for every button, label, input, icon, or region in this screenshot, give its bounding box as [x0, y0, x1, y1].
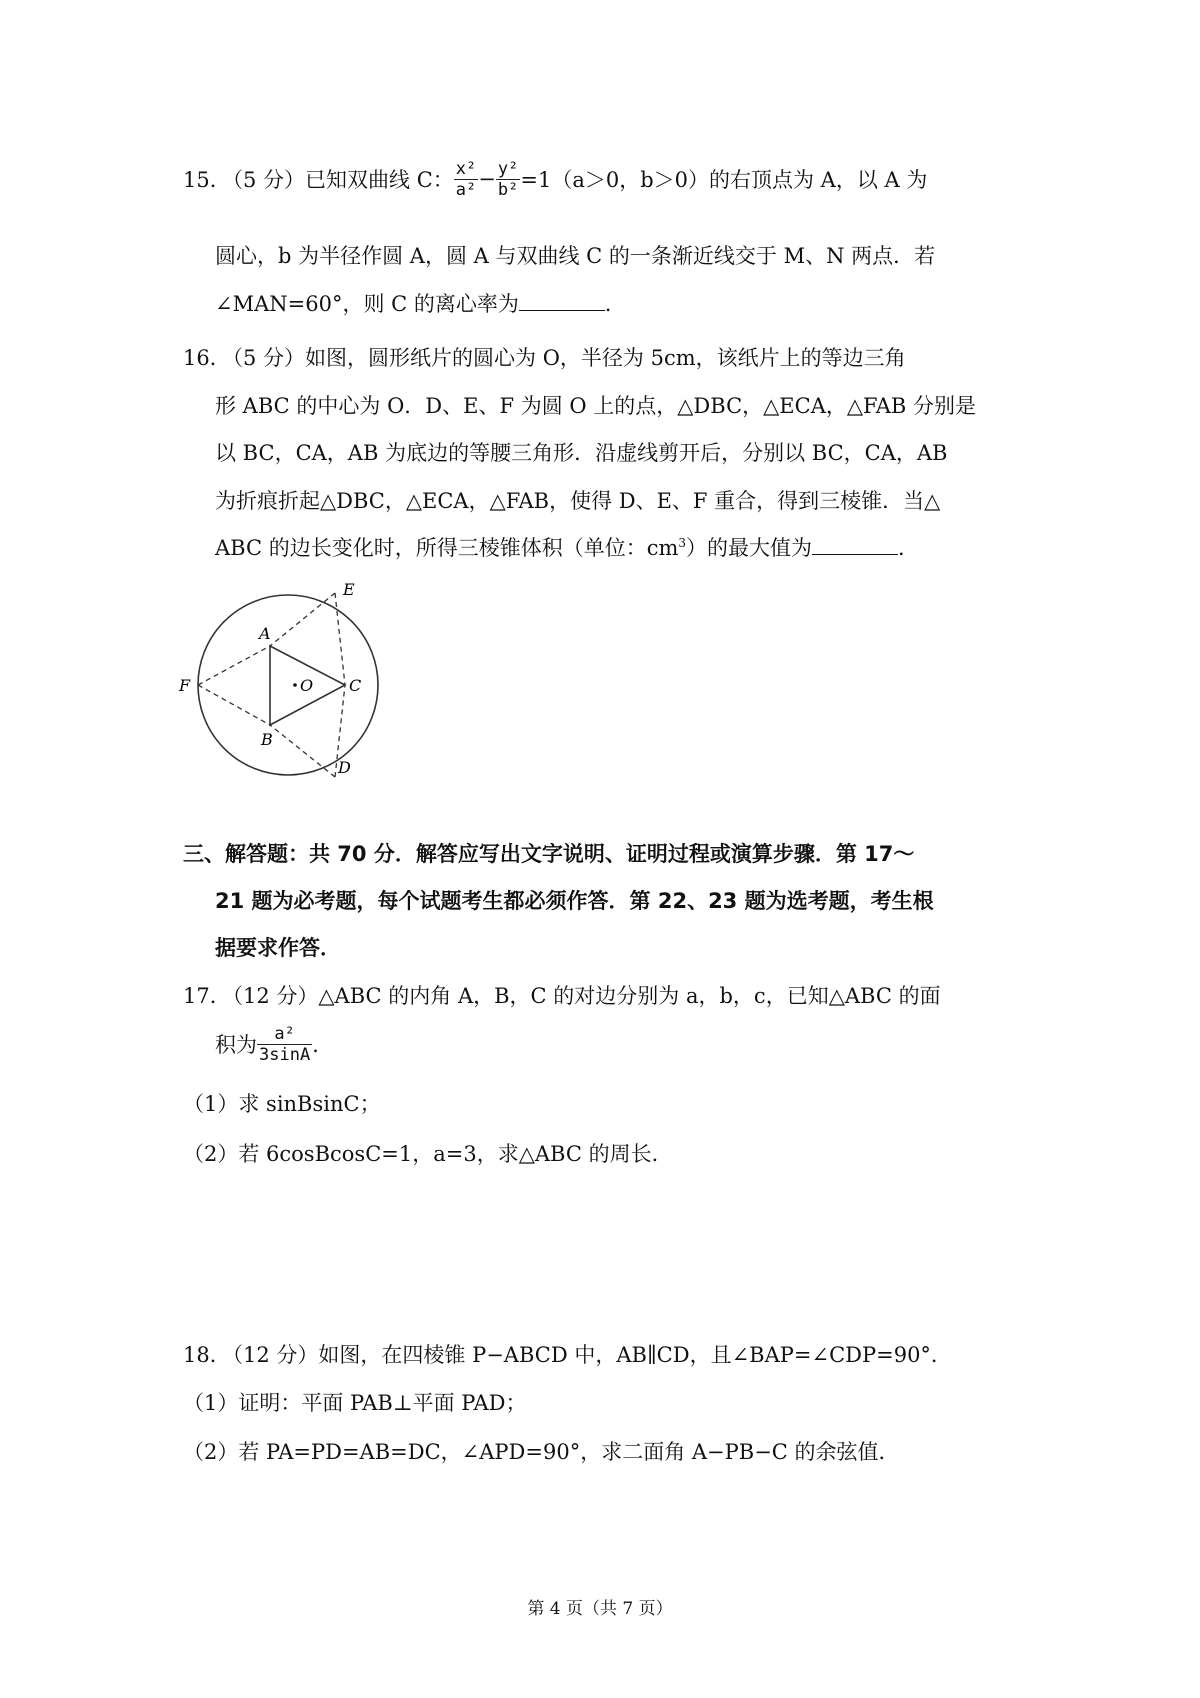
label-e: E	[343, 580, 355, 599]
q17-part2: （2）若 6cosBcosC=1，a=3，求△ABC 的周长．	[183, 1142, 673, 1166]
page-footer: 第 4 页（共 7 页）	[527, 1599, 673, 1619]
q16-answer-blank	[812, 534, 898, 555]
label-b: B	[261, 730, 273, 749]
label-o: O	[300, 676, 314, 695]
q16-line1: （5 分）如图，圆形纸片的圆心为 O，半径为 5cm，该纸片上的等边三角	[222, 346, 906, 370]
label-a: A	[259, 624, 271, 643]
q16-line5: ABC 的边长变化时，所得三棱锥体积（单位：$cm^3$）的最大值为 ．	[215, 536, 920, 560]
dashed-line-fb	[198, 685, 270, 725]
q15-answer-blank	[519, 290, 605, 311]
q16-line2: 形 ABC 的中心为 O．D、E、F 为圆 O 上的点，△DBC，△ECA，△FAB 分别是	[215, 394, 977, 418]
label-f: F	[179, 676, 191, 695]
center-point-o	[293, 683, 297, 687]
q18-part1: （1）证明：平面 PAB⊥平面 PAD；	[183, 1391, 527, 1415]
q15-fraction-x: $\frac{\text{x²}}{\text{a²}}$	[455, 158, 477, 200]
dashed-line-db	[270, 725, 335, 777]
dashed-line-ec	[335, 593, 345, 685]
section-3-line1: 三、解答题：共 70 分．解答应写出文字说明、证明过程或演算步骤．第 17～	[183, 842, 915, 866]
q15-line1-rest: =1（a＞0，b＞0）的右顶点为 A，以 A 为	[520, 168, 928, 192]
q15-number: 15．	[183, 168, 231, 192]
q17-line1: （12 分）△ABC 的内角 A，B，C 的对边分别为 a，b，c，已知△ABC 的面	[222, 984, 941, 1008]
q15-minus-sign: −	[478, 167, 496, 191]
q15-line1-text: （5 分）已知双曲线 C：	[222, 168, 454, 192]
q17-area-fraction: $\frac{\text{a²}}{3\sin A}$	[259, 1023, 311, 1065]
q15-fraction-y: $\frac{\text{y²}}{\text{b²}}$	[497, 158, 519, 200]
q18-part2: （2）若 PA=PD=AB=DC，∠APD=90°，求二面角 A−PB−C 的余弦值．	[183, 1440, 900, 1464]
q17-number: 17．	[183, 984, 231, 1008]
q15-line3: ∠MAN=60°，则 C 的离心率为 ．	[215, 292, 626, 316]
q17-line2: 积为 $\frac{\text{a²}}{3\sin A}$ ．	[215, 1023, 334, 1065]
label-c: C	[349, 676, 362, 695]
q18-number: 18．	[183, 1343, 231, 1367]
section-3-line3: 据要求作答．	[215, 936, 341, 960]
label-d: D	[338, 758, 351, 777]
q16-number: 16．	[183, 346, 231, 370]
q15-line1	[222, 146, 927, 212]
q16-line4: 为折痕折起△DBC，△ECA，△FAB，使得 D、E、F 重合，得到三棱锥．当△	[215, 489, 941, 513]
section-3-line2: 21 题为必考题，每个试题考生都必须作答．第 22、23 题为选考题，考生根	[215, 889, 934, 913]
q16-circle-figure	[175, 573, 390, 783]
q18-line1: （12 分）如图，在四棱锥 P−ABCD 中，AB∥CD，且∠BAP=∠CDP=90°．	[222, 1343, 952, 1367]
dashed-line-fa	[198, 646, 270, 685]
q17-part1: （1）求 sinBsinC；	[183, 1092, 381, 1116]
q16-line3: 以 BC，CA，AB 为底边的等腰三角形．沿虚线剪开后，分别以 BC，CA，AB	[215, 441, 948, 465]
dashed-line-ea	[270, 593, 335, 646]
q15-line2: 圆心，b 为半径作圆 A，圆 A 与双曲线 C 的一条渐近线交于 M、N 两点．若	[215, 244, 936, 268]
